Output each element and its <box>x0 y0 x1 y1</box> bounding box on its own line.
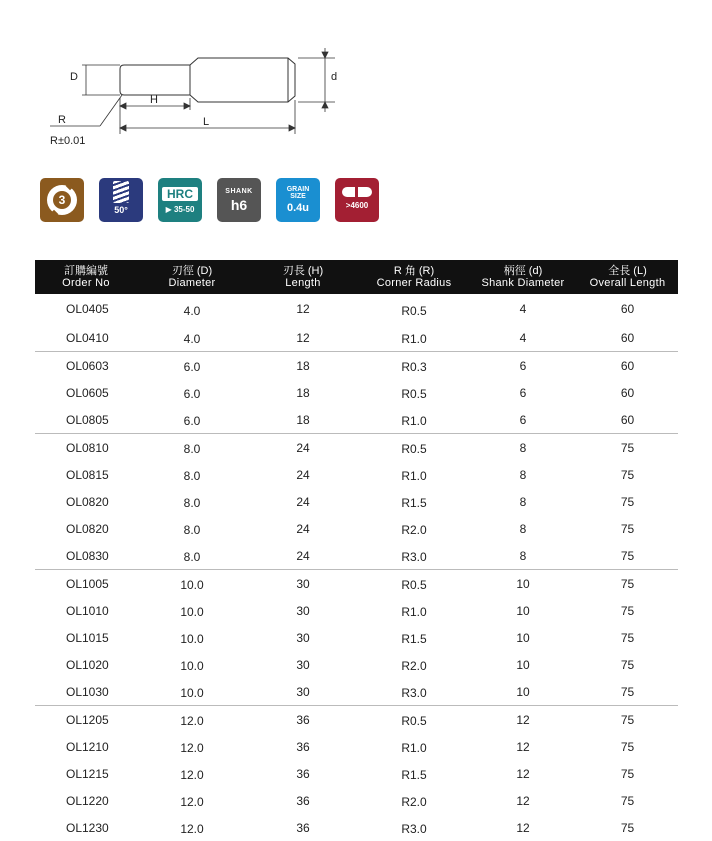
diameter-cell: 12.0 <box>137 706 247 734</box>
order-no-cell: OL0820 <box>66 521 109 536</box>
label-H: H <box>150 94 158 106</box>
shank-diameter-cell: 10 <box>516 684 530 699</box>
table-row <box>35 624 678 651</box>
shank-diameter-cell: 12 <box>516 766 530 781</box>
shank-diameter-cell: 6 <box>519 412 527 427</box>
shank-diameter-cell: 12 <box>516 820 530 835</box>
overall-length-cell: 75 <box>620 494 635 509</box>
table-row <box>35 434 678 462</box>
end-mill-diagram <box>40 40 360 155</box>
corner-radius-cell: R1.0 <box>401 741 427 755</box>
length-cell: 30 <box>296 630 310 645</box>
table-row <box>35 814 678 841</box>
table-row <box>35 379 678 406</box>
label-L: L <box>203 116 210 128</box>
grain-title-2: SIZE <box>290 193 306 200</box>
diameter-cell: 8.0 <box>137 434 247 462</box>
diameter-cell: 10.0 <box>180 605 204 619</box>
table-row <box>35 651 678 678</box>
grain-size-icon <box>276 178 320 222</box>
corner-radius-cell: R1.5 <box>401 496 427 510</box>
shank-diameter-cell: 8 <box>469 434 577 462</box>
shank-diameter-cell: 10 <box>516 630 530 645</box>
table-header-row <box>35 260 678 294</box>
length-cell: 12 <box>296 330 310 345</box>
grain-title-1: GRAIN <box>286 186 310 193</box>
shank-diameter-cell: 8 <box>519 494 527 509</box>
order-no-cell: OL1220 <box>66 793 109 808</box>
corner-radius-cell: R1.0 <box>401 332 427 346</box>
shank-tolerance: h6 <box>230 196 248 213</box>
shank-diameter-cell: 8 <box>519 467 527 482</box>
length-cell: 36 <box>247 706 359 734</box>
corner-radius-cell: R2.0 <box>401 523 427 537</box>
diameter-cell: 4.0 <box>183 332 201 346</box>
diameter-cell: 12.0 <box>180 795 204 809</box>
order-no-cell: OL1020 <box>66 657 109 672</box>
corner-radius-cell: R0.5 <box>359 434 469 462</box>
length-cell: 18 <box>296 385 310 400</box>
table-row <box>35 542 678 570</box>
table-row <box>35 760 678 787</box>
hrc-title: HRC <box>162 187 198 201</box>
corner-radius-cell: R1.5 <box>401 768 427 782</box>
table-row <box>35 706 678 734</box>
order-no-cell: OL1030 <box>66 684 109 699</box>
grain-size-value: 0.4u <box>286 202 309 214</box>
header-diameter: 刃徑 (D) Diameter <box>137 260 247 294</box>
order-no-cell: OL0410 <box>66 330 109 345</box>
tool-outline <box>120 58 295 102</box>
length-cell: 30 <box>296 603 310 618</box>
overall-length-cell: 75 <box>620 630 635 645</box>
hrc-range: ▶ 35-50 <box>165 204 195 214</box>
shank-diameter-cell: 4 <box>519 302 527 316</box>
order-no-cell: OL0830 <box>66 548 109 563</box>
label-R: R <box>58 114 66 126</box>
overall-length-cell: 75 <box>620 820 635 835</box>
table-row <box>35 570 678 598</box>
diameter-cell: 10.0 <box>180 659 204 673</box>
order-no-cell: OL0810 <box>35 434 137 462</box>
shank-diameter-cell: 8 <box>519 548 527 563</box>
table-row <box>35 515 678 542</box>
diameter-cell: 12.0 <box>180 768 204 782</box>
diameter-cell: 6.0 <box>137 352 247 380</box>
order-no-cell: OL1215 <box>66 766 109 781</box>
order-no-cell: OL1005 <box>35 570 137 598</box>
length-cell: 12 <box>296 302 310 316</box>
shank-diameter-cell: 10 <box>516 603 530 618</box>
length-cell: 24 <box>296 467 310 482</box>
length-cell: 24 <box>247 434 359 462</box>
order-no-cell: OL0805 <box>66 412 109 427</box>
speed-value: >4600 <box>345 200 369 210</box>
order-no-cell: OL1230 <box>66 820 109 835</box>
header-overall-length: 全長 (L) Overall Length <box>577 260 678 294</box>
shank-diameter-cell: 10 <box>516 657 530 672</box>
corner-radius-cell: R0.5 <box>401 303 427 318</box>
overall-length-cell: 60 <box>620 385 635 400</box>
shank-diameter-cell: 12 <box>516 739 530 754</box>
overall-length-cell: 60 <box>577 352 678 380</box>
diameter-cell: 10.0 <box>180 632 204 646</box>
table-row <box>35 787 678 814</box>
table-row <box>35 352 678 380</box>
corner-radius-cell: R2.0 <box>401 659 427 673</box>
feature-badges <box>40 178 394 224</box>
table-row <box>35 733 678 760</box>
table-row <box>35 597 678 624</box>
overall-length-cell: 75 <box>577 570 678 598</box>
overall-length-cell: 75 <box>620 521 635 536</box>
table-row <box>35 678 678 706</box>
length-cell: 36 <box>296 793 310 808</box>
length-cell: 36 <box>296 820 310 835</box>
corner-radius-cell: R0.5 <box>359 570 469 598</box>
order-no-cell: OL0820 <box>66 494 109 509</box>
hardness-icon <box>158 178 202 222</box>
order-no-cell: OL1015 <box>66 630 109 645</box>
shank-diameter-cell: 12 <box>469 706 577 734</box>
order-no-cell: OL1205 <box>35 706 137 734</box>
helix-angle: 50° <box>114 205 128 215</box>
shank-diameter-cell: 8 <box>519 521 527 536</box>
corner-radius-cell: R1.0 <box>401 605 427 619</box>
shank-diameter-cell: 4 <box>519 330 527 345</box>
corner-radius-cell: R0.3 <box>359 352 469 380</box>
three-flute-icon <box>40 178 84 222</box>
order-no-cell: OL1210 <box>66 739 109 754</box>
shank-diameter-cell: 6 <box>469 352 577 380</box>
length-cell: 18 <box>296 412 310 427</box>
overall-length-cell: 75 <box>577 434 678 462</box>
order-no-cell: OL0605 <box>66 385 109 400</box>
shank-diameter-cell: 10 <box>469 570 577 598</box>
diameter-cell: 12.0 <box>180 822 204 836</box>
overall-length-cell: 60 <box>620 412 635 427</box>
diameter-cell: 8.0 <box>183 523 201 537</box>
order-no-cell: OL0405 <box>66 302 109 316</box>
table-row <box>35 488 678 515</box>
diameter-cell: 10.0 <box>137 570 247 598</box>
shank-diameter-cell: 12 <box>516 793 530 808</box>
table-row <box>35 406 678 434</box>
table-body <box>35 294 678 841</box>
corner-radius-cell: R2.0 <box>401 795 427 809</box>
table-row <box>35 324 678 352</box>
header-order-no: 訂購編號 Order No <box>35 260 137 294</box>
label-tolerance: R±0.01 <box>50 135 86 147</box>
shank-title: SHANK <box>225 187 253 195</box>
overall-length-cell: 75 <box>620 793 635 808</box>
diameter-cell: 12.0 <box>180 741 204 755</box>
overall-length-cell: 75 <box>620 603 635 618</box>
length-cell: 24 <box>296 494 310 509</box>
diameter-cell: 8.0 <box>183 469 201 483</box>
header-shank-diameter: 柄徑 (d) Shank Diameter <box>469 260 577 294</box>
corner-radius-cell: R1.0 <box>401 469 427 483</box>
overall-length-cell: 60 <box>620 302 635 316</box>
dimension-lines <box>50 48 338 134</box>
length-cell: 30 <box>296 684 310 699</box>
corner-radius-cell: R3.0 <box>401 686 427 700</box>
corner-radius-cell: R3.0 <box>401 550 427 564</box>
order-no-cell: OL1010 <box>66 603 109 618</box>
diameter-cell: 8.0 <box>183 550 201 564</box>
shank-diameter-cell: 6 <box>519 385 527 400</box>
corner-radius-cell: R1.5 <box>401 632 427 646</box>
overall-length-cell: 75 <box>620 766 635 781</box>
diameter-cell: 6.0 <box>183 387 201 401</box>
header-corner-radius: R 角 (R) Corner Radius <box>359 260 469 294</box>
overall-length-cell: 60 <box>620 330 635 345</box>
length-cell: 36 <box>296 739 310 754</box>
header-length: 刃長 (H) Length <box>247 260 359 294</box>
overall-length-cell: 75 <box>620 739 635 754</box>
overall-length-cell: 75 <box>620 684 635 699</box>
corner-radius-cell: R0.5 <box>359 706 469 734</box>
length-cell: 24 <box>296 521 310 536</box>
order-no-cell: OL0815 <box>66 467 109 482</box>
table-row <box>35 294 678 324</box>
corner-radius-cell: R3.0 <box>401 822 427 836</box>
diameter-cell: 10.0 <box>180 686 204 700</box>
helix-screw-icon <box>99 178 143 222</box>
overall-length-cell: 75 <box>620 467 635 482</box>
order-no-cell: OL0603 <box>35 352 137 380</box>
length-cell: 24 <box>296 548 310 563</box>
spec-table <box>35 260 678 841</box>
diameter-cell: 4.0 <box>183 303 201 318</box>
length-cell: 30 <box>247 570 359 598</box>
corner-radius-cell: R0.5 <box>401 387 427 401</box>
speed-icon <box>335 178 379 222</box>
diameter-cell: 8.0 <box>183 496 201 510</box>
overall-length-cell: 75 <box>620 657 635 672</box>
corner-radius-cell: R1.0 <box>401 414 427 428</box>
length-cell: 30 <box>296 657 310 672</box>
length-cell: 18 <box>247 352 359 380</box>
table-row <box>35 461 678 488</box>
diameter-cell: 6.0 <box>183 414 201 428</box>
label-D: D <box>70 71 78 83</box>
overall-length-cell: 75 <box>620 548 635 563</box>
label-d: d <box>331 71 338 83</box>
overall-length-cell: 75 <box>577 706 678 734</box>
flute-count: 3 <box>53 191 71 209</box>
shank-icon <box>217 178 261 222</box>
length-cell: 36 <box>296 766 310 781</box>
